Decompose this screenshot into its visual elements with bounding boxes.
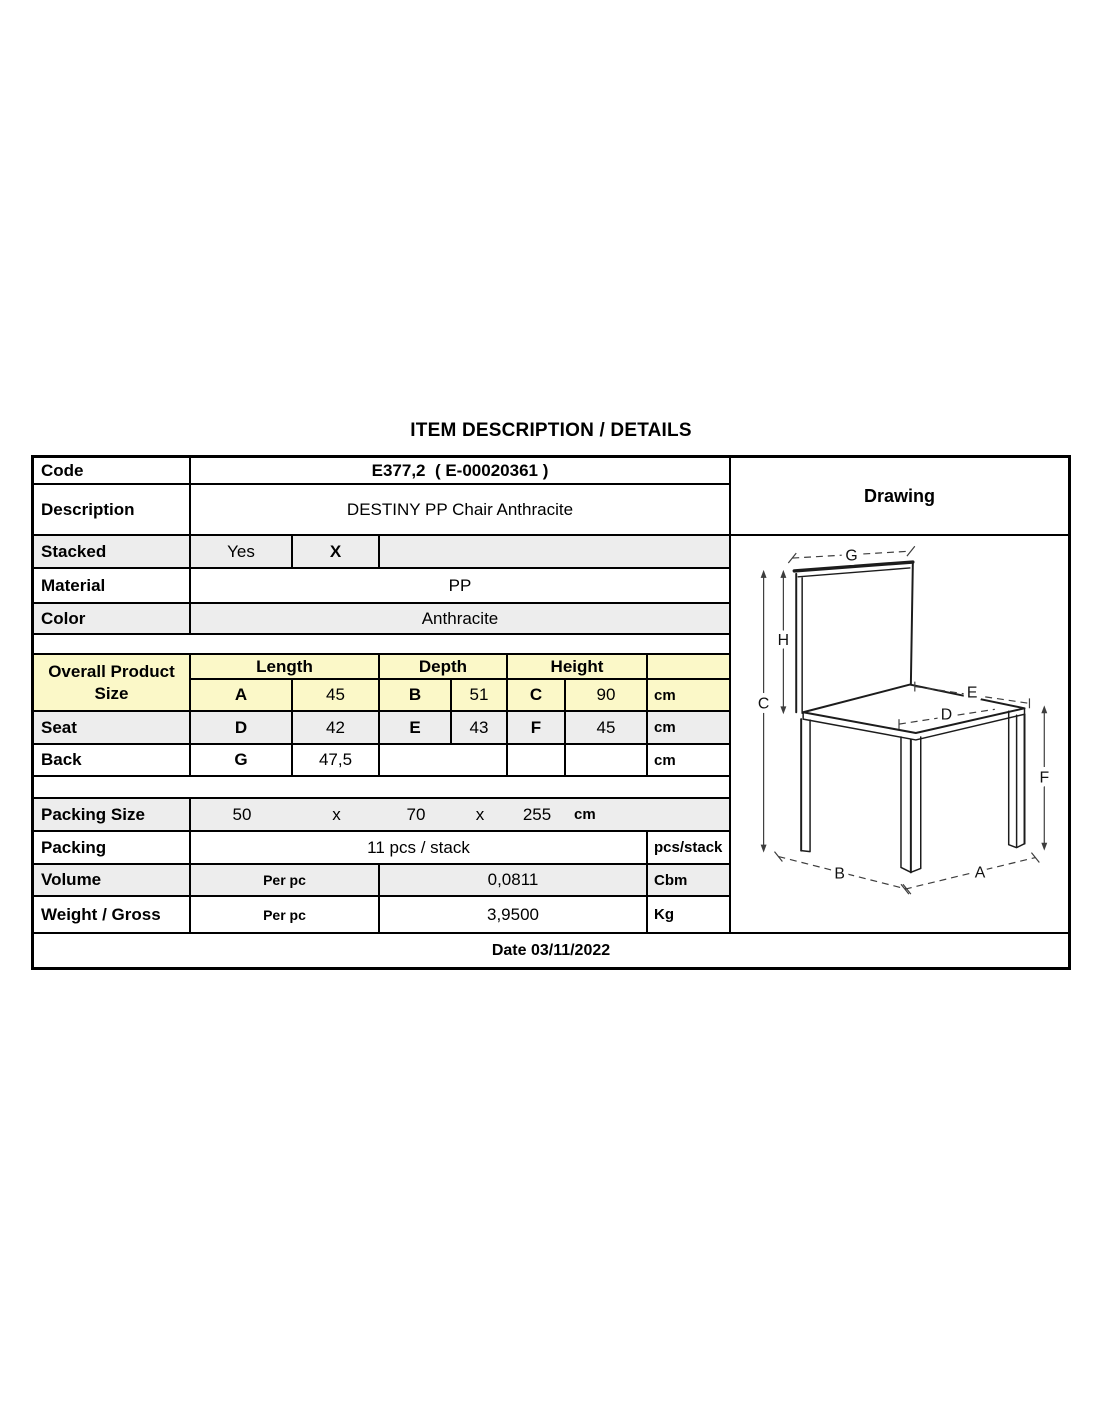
dim-key-g: G xyxy=(191,745,293,775)
dim-value-a: 45 xyxy=(293,680,380,710)
overall-size-label-line2: Size xyxy=(94,683,129,703)
header-length: Length xyxy=(191,655,380,678)
row-packing xyxy=(34,832,729,865)
dim-key-e: E xyxy=(380,712,452,743)
dim-value-b: 51 xyxy=(452,680,508,710)
row-color xyxy=(34,604,729,635)
seat-label: Seat xyxy=(34,712,191,743)
spacer-row-2 xyxy=(34,777,729,799)
packing-label: Packing xyxy=(34,832,191,863)
overall-size-label xyxy=(34,655,191,710)
packing-size-v1: 50 xyxy=(232,804,252,824)
dim-key-b: B xyxy=(380,680,452,710)
dim-label-f: F xyxy=(1039,769,1050,787)
dim-label-h: H xyxy=(777,632,790,650)
overall-size-values-row xyxy=(191,680,729,710)
drawing-title: Drawing xyxy=(731,458,1068,536)
drawing-pane xyxy=(729,458,1068,932)
dim-label-e: E xyxy=(966,684,978,702)
chair-diagram-svg xyxy=(731,536,1068,930)
back-label: Back xyxy=(34,745,191,775)
dim-label-d: D xyxy=(940,706,953,724)
stacked-option: Yes xyxy=(191,536,293,567)
row-volume xyxy=(34,865,729,897)
row-description xyxy=(34,485,729,536)
packing-unit: pcs/stack xyxy=(654,839,723,856)
header-depth: Depth xyxy=(380,655,508,678)
description-label: Description xyxy=(34,485,191,534)
spec-left-pane xyxy=(34,458,729,932)
overall-size-header-row xyxy=(191,655,729,680)
dim-key-a: A xyxy=(191,680,293,710)
header-height: Height xyxy=(508,655,648,678)
code-label: Code xyxy=(34,458,191,483)
row-weight-gross xyxy=(34,897,729,932)
row-code xyxy=(34,458,729,485)
packing-value: 11 pcs / stack xyxy=(191,832,648,863)
date-row: Date 03/11/2022 xyxy=(34,932,1068,967)
weight-gross-qualifier: Per pc xyxy=(191,897,380,932)
color-value: Anthracite xyxy=(421,608,499,628)
dim-label-a: A xyxy=(974,864,986,882)
row-packing-size xyxy=(34,799,729,832)
chair-leg-backleft-inner xyxy=(801,720,810,851)
code-value: E377,2 ( E-00020361 ) xyxy=(371,460,549,480)
seat-unit: cm xyxy=(654,719,676,736)
row-seat xyxy=(34,712,729,745)
back-empty-cell-1 xyxy=(380,745,508,775)
dim-key-c: C xyxy=(508,680,566,710)
packing-size-x1: x xyxy=(332,804,341,824)
stacked-mark: X xyxy=(293,536,380,567)
back-unit: cm xyxy=(654,751,676,769)
back-empty-cell-2 xyxy=(508,745,566,775)
row-overall-size xyxy=(34,655,729,712)
chair-leg-right-sides xyxy=(1009,711,1025,847)
volume-qualifier: Per pc xyxy=(191,865,380,895)
dim-value-c: 90 xyxy=(566,680,648,710)
chair-drawing xyxy=(731,536,1068,932)
dim-label-b: B xyxy=(834,865,845,883)
overall-size-grid xyxy=(191,655,729,710)
chair-backrest-right-edge xyxy=(911,563,913,685)
packing-size-label: Packing Size xyxy=(34,799,191,830)
packing-size-x2: x xyxy=(475,804,485,824)
stacked-label: Stacked xyxy=(34,536,191,567)
dim-value-e: 43 xyxy=(452,712,508,743)
packing-size-unit: cm xyxy=(574,806,596,823)
weight-gross-unit: Kg xyxy=(654,906,674,923)
dim-label-c: C xyxy=(757,695,770,713)
spacer-row-1 xyxy=(34,635,729,655)
sheet-main xyxy=(34,458,1068,932)
volume-value: 0,0811 xyxy=(380,865,648,895)
packing-size-v2: 70 xyxy=(406,804,426,824)
row-stacked xyxy=(34,536,729,569)
row-back xyxy=(34,745,729,777)
row-material xyxy=(34,569,729,604)
header-unit-empty xyxy=(648,655,729,678)
back-empty-cell-3 xyxy=(566,745,648,775)
overall-size-label-line1: Overall Product xyxy=(48,662,175,682)
dim-key-f: F xyxy=(508,712,566,743)
weight-gross-value: 3,9500 xyxy=(380,897,648,932)
overall-size-unit: cm xyxy=(654,686,676,704)
weight-gross-label: Weight / Gross xyxy=(34,897,191,932)
spec-sheet-table xyxy=(31,455,1071,970)
color-label: Color xyxy=(34,604,191,633)
dim-ticks-a xyxy=(901,853,1039,895)
dim-label-g: G xyxy=(845,547,858,565)
dim-value-f: 45 xyxy=(566,712,648,743)
material-label: Material xyxy=(34,569,191,602)
packing-size-v3: 255 xyxy=(522,804,552,824)
dim-value-d: 42 xyxy=(293,712,380,743)
volume-label: Volume xyxy=(34,865,191,895)
dim-line-a xyxy=(905,858,1035,890)
material-value: PP xyxy=(448,575,472,595)
packing-size-values xyxy=(191,799,729,830)
stacked-empty-cell xyxy=(380,536,729,567)
page-title: ITEM DESCRIPTION / DETAILS xyxy=(410,420,692,441)
description-value: DESTINY PP Chair Anthracite xyxy=(346,499,574,519)
volume-unit: Cbm xyxy=(654,871,688,889)
dim-key-d: D xyxy=(191,712,293,743)
dim-value-g: 47,5 xyxy=(293,745,380,775)
